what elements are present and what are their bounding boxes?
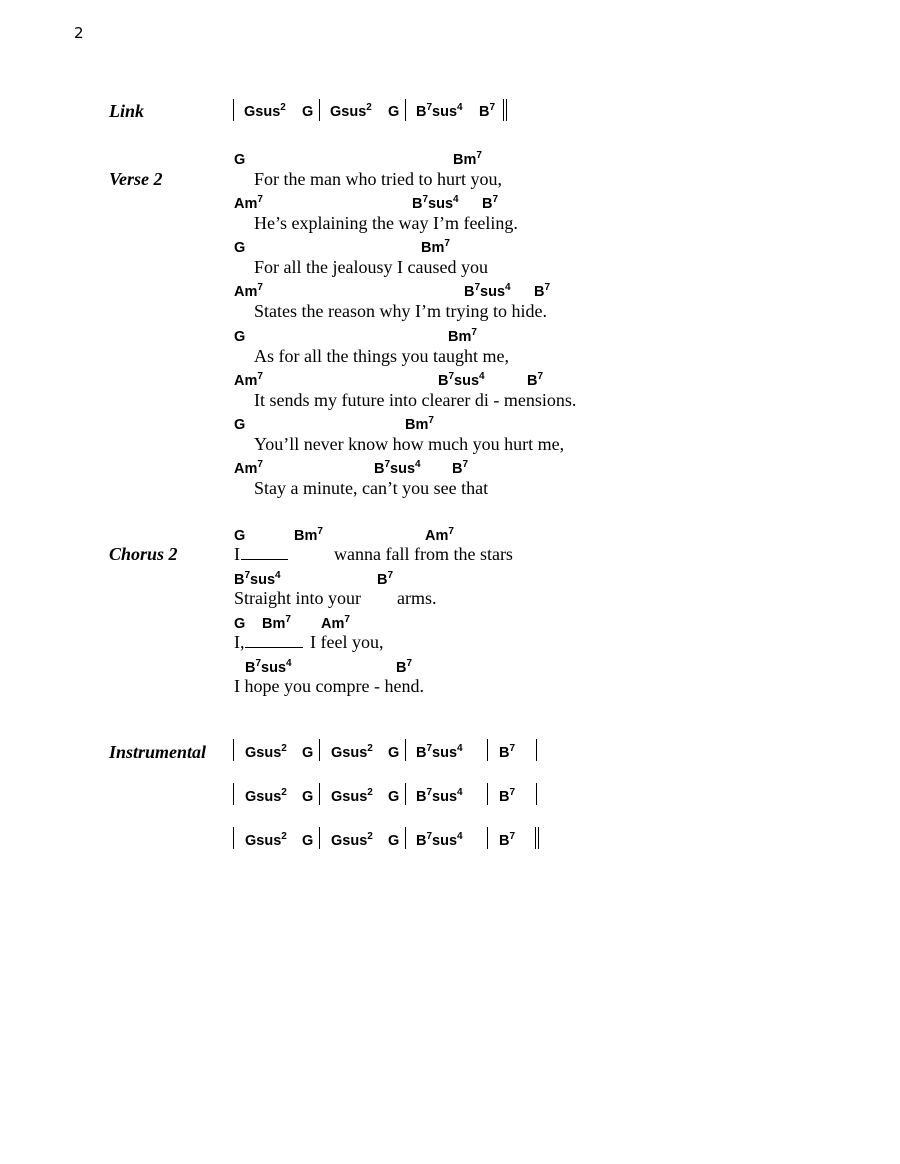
lyric-line: For the man who tried to hurt you, (254, 169, 502, 189)
chord: G (234, 240, 246, 256)
link-chord-6: $B^7$ (479, 102, 496, 120)
chord: $B^7$ (452, 459, 469, 477)
chord: Am$^7$ (234, 459, 263, 477)
chord: $B^7sus^4$ (374, 459, 421, 477)
chord: Bm$^7$ (448, 327, 477, 345)
chord: Bm$^7$ (405, 415, 434, 433)
chord: G (234, 528, 246, 544)
chord: Am$^7$ (234, 282, 263, 300)
section-label-chorus-2: Chorus 2 (109, 544, 178, 564)
chord: G (388, 833, 400, 849)
chord: $B^7$ (527, 371, 544, 389)
lyric-line: Straight into your (234, 588, 361, 608)
hold-line (245, 646, 303, 648)
lyric-line (234, 544, 288, 565)
chord: Am$^7$ (234, 371, 263, 389)
section-label-link: Link (109, 101, 145, 121)
chord: G (388, 789, 400, 805)
lyric-line: I hope you compre - hend. (234, 676, 424, 696)
chord: Am$^7$ (321, 614, 350, 632)
chord: G (302, 789, 314, 805)
lyric-line: Stay a minute, can’t you see that (254, 478, 489, 498)
lyric-line: For all the jealousy I caused you (254, 257, 488, 277)
lyric-line: You’ll never know how much you hurt me, (254, 434, 565, 454)
lyric-line: It sends my future into clearer di - mensions. (254, 390, 577, 410)
lyric-line: As for all the things you taught me, (254, 346, 509, 366)
chord: G (234, 152, 246, 168)
chord: $B^7sus^4$ (412, 194, 459, 212)
chord: G (234, 329, 246, 345)
chord: G (234, 616, 246, 632)
chord: Gsus$^2$ (245, 831, 287, 849)
lyric-line: He’s explaining the way I’m feeling. (254, 213, 518, 233)
chord: Bm$^7$ (421, 238, 450, 256)
chord: $B^7sus^4$ (416, 787, 463, 805)
chord: G (234, 417, 246, 433)
chord: $B^7sus^4$ (245, 658, 292, 676)
chord: Bm$^7$ (453, 150, 482, 168)
chord: G (302, 745, 314, 761)
link-chord-3: Gsus$^2$ (330, 102, 372, 120)
hold-line (241, 558, 288, 560)
chord: Bm$^7$ (262, 614, 291, 632)
chord: $B^7$ (534, 282, 551, 300)
chord: $B^7sus^4$ (438, 371, 485, 389)
chord: $B^7$ (499, 831, 516, 849)
lyric-line: arms. (397, 588, 437, 608)
lyric-line: wanna fall from the stars (334, 544, 513, 564)
section-label-verse-2: Verse 2 (109, 169, 163, 189)
chord: $B^7sus^4$ (416, 831, 463, 849)
section-label-instrumental: Instrumental (109, 742, 207, 762)
chord: $B^7$ (482, 194, 499, 212)
chord: Am$^7$ (425, 526, 454, 544)
chord: $B^7$ (396, 658, 413, 676)
chord: Am$^7$ (234, 194, 263, 212)
chord: Gsus$^2$ (331, 743, 373, 761)
lyric-part: I, (234, 632, 245, 652)
chord: Gsus$^2$ (331, 831, 373, 849)
link-chord-4: G (388, 104, 400, 120)
chord: $B^7$ (377, 570, 394, 588)
link-chord-5: $B^7sus^4$ (416, 102, 463, 120)
chord: $B^7sus^4$ (416, 743, 463, 761)
lyric-line: States the reason why I’m trying to hide. (254, 301, 547, 321)
lyric-line (234, 632, 303, 653)
chord: Gsus$^2$ (331, 787, 373, 805)
chord: Gsus$^2$ (245, 743, 287, 761)
chord: $B^7$ (499, 743, 516, 761)
chord: $B^7$ (499, 787, 516, 805)
chord: $B^7sus^4$ (234, 570, 281, 588)
chord: Gsus$^2$ (245, 787, 287, 805)
chord: G (388, 745, 400, 761)
lyric-part: I (234, 544, 240, 564)
chord: Bm$^7$ (294, 526, 323, 544)
link-chord-2: G (302, 104, 314, 120)
chord: G (302, 833, 314, 849)
link-chord-1: Gsus$^2$ (244, 102, 286, 120)
lyric-line: I feel you, (310, 632, 384, 652)
page-number: 2 (74, 24, 84, 42)
chord: $B^7sus^4$ (464, 282, 511, 300)
